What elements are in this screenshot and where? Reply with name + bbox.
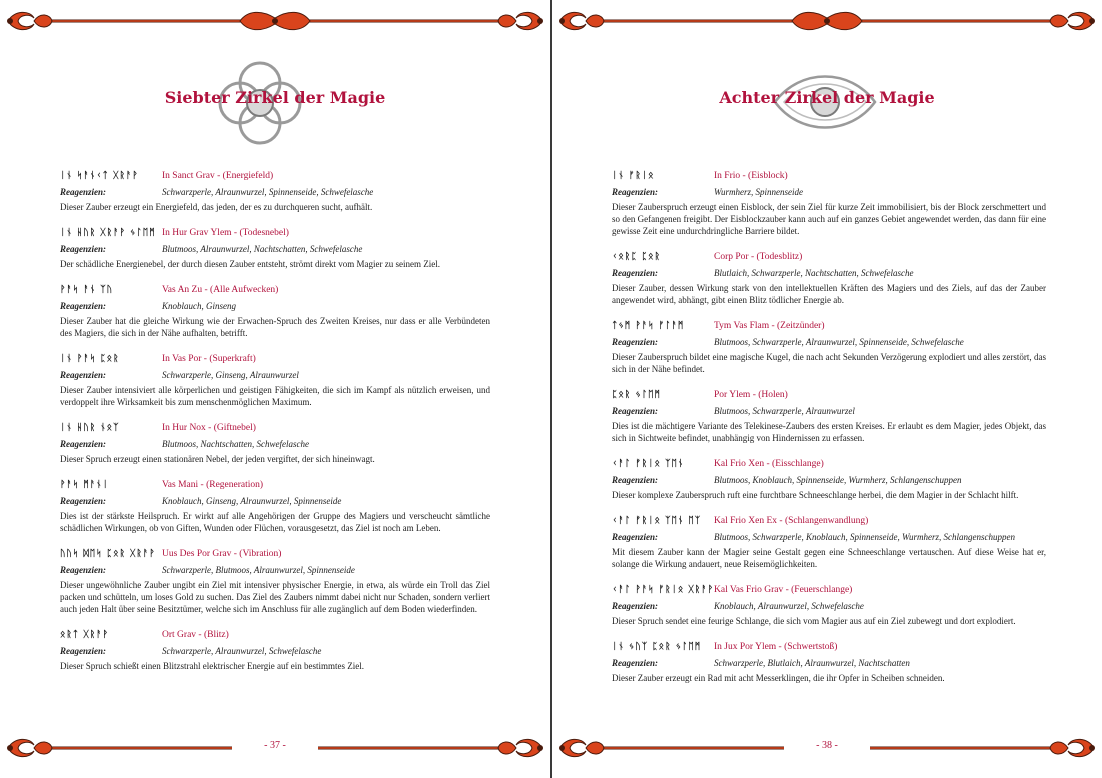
spell-name: In Hur Nox - (Giftnebel) <box>162 423 256 433</box>
reagents-label: Reagenzien: <box>60 439 106 449</box>
page-title: Siebter Zirkel der Magie <box>164 88 386 107</box>
spell-entry <box>60 479 490 534</box>
reagents-label: Reagenzien: <box>60 646 106 656</box>
reagents-label: Reagenzien: <box>612 406 658 416</box>
spell-runes: ᚲᛟᚱᛈ ᛈᛟᚱ <box>612 252 661 262</box>
spell-runes: ᚲᚨᛚ ᚠᚱᛁᛟ ᛉᛖᚾ ᛖᛉ <box>612 516 702 526</box>
spell-description: Dieser Spruch erzeugt einen stationären Nebel, der jeden vergiftet, der sich hineinwagt. <box>60 454 375 464</box>
page-title: Achter Zirkel der Magie <box>719 88 935 107</box>
spell-name: Corp Por - (Todesblitz) <box>714 252 803 262</box>
spell-entry <box>612 320 1046 375</box>
spell-description: Mit diesem Zauber kann der Magier seine Gestalt gegen eine Schneeschlange vertauschen. Auf diese Weise hat er, solange die Wirkung andauert, neue Reisemöglichkeiten. <box>612 547 1046 569</box>
spell-name: In Frio - (Eisblock) <box>714 171 788 181</box>
spell-entry <box>612 170 1046 237</box>
spell-name: Por Ylem - (Holen) <box>714 390 788 400</box>
ornament-border-top <box>552 6 1102 36</box>
spell-name: Ort Grav - (Blitz) <box>162 630 229 640</box>
page-number: - 37 - <box>264 740 286 751</box>
reagents-list: Blutmoos, Nachtschatten, Schwefelasche <box>162 439 309 449</box>
spell-description: Dieser ungewöhnliche Zauber ungibt ein Ziel mit intensiver physischer Energie, in etwa, als würde ein Troll das Ziel packen und schütteln, um loses Gold zu suchen. Das Ziel des Zaubers nimmt dabei nicht nur Schaden, sondern verliert auch jeden Halt über seine Besitztümer, welche sich im Anschluss für alle zugänglich auf dem Boden wiederfinden. <box>60 580 490 614</box>
reagents-label: Reagenzien: <box>612 268 658 278</box>
spell-description: Dieser Spruch sendet eine feurige Schlange, die sich vom Magier aus auf ein Ziel zubewegt und dort explodiert. <box>612 616 1016 626</box>
spell-description: Dieser Zauberspruch bildet eine magische Kugel, die nach acht Sekunden Verzögerung explodiert und alles zerstört, das sich in der Nähe befindet. <box>612 352 1046 374</box>
reagents-label: Reagenzien: <box>60 187 106 197</box>
reagents-list: Blutmoos, Schwarzperle, Alraunwurzel, Spinnenseide, Schwefelasche <box>714 337 964 347</box>
spell-description: Dies ist die mächtigere Variante des Telekinese-Zaubers des ersten Kreises. Er erlaubt es dem Magier, jedes Objekt, das sich in Sichtweite befindet, unabhängig von Hindernissen zu erfassen. <box>612 421 1046 443</box>
spell-name: In Vas Por - (Superkraft) <box>162 354 256 364</box>
spell-entry <box>60 548 490 615</box>
spell-runes: ᚹᚨᛋ ᛗᚨᚾᛁ <box>60 480 109 490</box>
spell-entry <box>60 629 490 672</box>
reagents-label: Reagenzien: <box>60 370 106 380</box>
spell-runes: ᛈᛟᚱ ᛃᛚᛖᛗ <box>612 390 661 400</box>
reagents-list: Blutmoos, Schwarzperle, Knoblauch, Spinnenseide, Wurmherz, Schlangenschuppen <box>714 532 1015 542</box>
spell-entry <box>612 641 1046 684</box>
spell-runes: ᛁᚾ ᚺᚢᚱ ᚷᚱᚨᚹ ᛃᛚᛖᛗ <box>60 228 156 238</box>
reagents-list: Blutmoos, Knoblauch, Spinnenseide, Wurmherz, Schlangenschuppen <box>714 475 962 485</box>
spell-runes: ᚹᚨᛋ ᚨᚾ ᛉᚢ <box>60 285 114 295</box>
spell-entry <box>612 251 1046 306</box>
reagents-label: Reagenzien: <box>60 496 106 506</box>
spell-runes: ᛏᛃᛗ ᚹᚨᛋ ᚠᛚᚨᛗ <box>612 321 685 331</box>
spell-description: Dieser Zauber intensiviert alle körperlichen und geistigen Fähigkeiten, die sich im Kampf als nützlich erweisen, und verdoppelt ihre Wirksamkeit bis zum menschenmöglichen Maximum. <box>60 385 490 407</box>
spell-list <box>612 170 1046 698</box>
spell-entry <box>60 170 490 213</box>
spell-description: Dies ist der stärkste Heilspruch. Er wirkt auf alle Angehörigen der Gruppe des Magiers und verscheucht sämtliche schädlichen Wirkungen, ob von Giften, Wunden oder Flüchen, vorausgesetzt, das Ziel ist noch am Leben. <box>60 511 490 533</box>
spell-description: Dieser Zauberspruch erzeugt einen Eisblock, der sein Ziel für kurze Zeit immobilisiert, bis der Block zerschmettert und so den Gefangenen freigibt. Der Eisblockzauber kann auch auf ein ganzes Gebiet angewendet werden, das dann für eine gewisse Zeit eine undurchdringliche Barriere bildet. <box>612 202 1046 236</box>
reagents-label: Reagenzien: <box>60 244 106 254</box>
spell-entry <box>60 284 490 339</box>
spell-name: Vas Mani - (Regeneration) <box>162 480 264 490</box>
reagents-label: Reagenzien: <box>612 601 658 611</box>
reagents-label: Reagenzien: <box>612 187 658 197</box>
reagents-label: Reagenzien: <box>612 475 658 485</box>
reagents-label: Reagenzien: <box>612 337 658 347</box>
spell-name: In Sanct Grav - (Energiefeld) <box>162 171 274 181</box>
spell-name: In Hur Grav Ylem - (Todesnebel) <box>162 228 289 238</box>
spell-entry <box>612 584 1046 627</box>
page-left <box>0 0 550 778</box>
reagents-list: Knoblauch, Alraunwurzel, Schwefelasche <box>714 601 864 611</box>
reagents-list: Knoblauch, Ginseng, Alraunwurzel, Spinnenseide <box>162 496 342 506</box>
reagents-list: Blutmoos, Schwarzperle, Alraunwurzel <box>714 406 855 416</box>
spell-runes: ᛁᚾ ᛋᚨᚾᚲᛏ ᚷᚱᚨᚹ <box>60 171 139 181</box>
spell-description: Dieser Spruch schießt einen Blitzstrahl elektrischer Energie auf ein bestimmtes Ziel. <box>60 661 364 671</box>
spell-entry <box>60 422 490 465</box>
spell-runes: ᛁᚾ ᚠᚱᛁᛟ <box>612 171 655 181</box>
spell-name: Vas An Zu - (Alle Aufwecken) <box>162 285 279 295</box>
reagents-label: Reagenzien: <box>60 301 106 311</box>
reagents-list: Wurmherz, Spinnenseide <box>714 187 803 197</box>
spell-name: In Jux Por Ylem - (Schwertstoß) <box>714 642 838 652</box>
spell-name: Kal Frio Xen Ex - (Schlangenwandlung) <box>714 516 869 526</box>
spell-entry <box>612 389 1046 444</box>
spell-list <box>60 170 490 686</box>
reagents-list: Blutmoos, Alraunwurzel, Nachtschatten, Schwefelasche <box>162 244 363 254</box>
spell-description: Der schädliche Energienebel, der durch diesen Zauber entsteht, strömt direkt vom Magier zu seinem Ziel. <box>60 259 440 269</box>
spell-runes: ᛁᚾ ᚹᚨᛋ ᛈᛟᚱ <box>60 354 120 364</box>
reagents-list: Blutlaich, Schwarzperle, Nachtschatten, Schwefelasche <box>714 268 914 278</box>
reagents-label: Reagenzien: <box>612 532 658 542</box>
spell-entry <box>60 353 490 408</box>
spell-entry <box>612 458 1046 501</box>
reagents-label: Reagenzien: <box>60 565 106 575</box>
ornament-border-top <box>0 6 550 36</box>
spell-name: Kal Frio Xen - (Eisschlange) <box>714 459 824 469</box>
spell-runes: ᚲᚨᛚ ᚠᚱᛁᛟ ᛉᛖᚾ <box>612 459 685 469</box>
spell-description: Dieser Zauber erzeugt ein Energiefeld, das jeden, der es zu durchqueren sucht, aufhält. <box>60 202 373 212</box>
spell-runes: ᛟᚱᛏ ᚷᚱᚨᚹ <box>60 630 109 640</box>
spell-entry <box>612 515 1046 570</box>
spell-description: Dieser Zauber, dessen Wirkung stark von den intellektuellen Kräften des Magiers und des Ziels, auf das der Zauber angewendet wird, abhängt, gibt einen Blitz tödlicher Energie ab. <box>612 283 1046 305</box>
reagents-list: Schwarzperle, Alraunwurzel, Spinnenseide, Schwefelasche <box>162 187 374 197</box>
page-number: - 38 - <box>816 740 838 751</box>
spell-runes: ᚲᚨᛚ ᚹᚨᛋ ᚠᚱᛁᛟ ᚷᚱᚨᚹ <box>612 585 715 595</box>
reagents-label: Reagenzien: <box>612 658 658 668</box>
spell-name: Uus Des Por Grav - (Vibration) <box>162 549 282 559</box>
spell-runes: ᚢᚢᛋ ᛞᛖᛋ ᛈᛟᚱ ᚷᚱᚨᚹ <box>60 549 156 559</box>
reagents-list: Schwarzperle, Ginseng, Alraunwurzel <box>162 370 299 380</box>
spell-description: Dieser komplexe Zauberspruch ruft eine furchtbare Schneeschlange herbei, die dem Magier in der Schlacht hilft. <box>612 490 1019 500</box>
spell-name: Kal Vas Frio Grav - (Feuerschlange) <box>714 585 853 595</box>
spell-name: Tym Vas Flam - (Zeitzünder) <box>714 321 825 331</box>
spell-entry <box>60 227 490 270</box>
reagents-list: Knoblauch, Ginseng <box>162 301 236 311</box>
spell-description: Dieser Zauber hat die gleiche Wirkung wie der Erwachen-Spruch des Zweiten Kreises, nur dass er alle Verbündeten des Magiers, die sich in der Nähe aufhalten, betrifft. <box>60 316 490 338</box>
spell-runes: ᛁᚾ ᚺᚢᚱ ᚾᛟᛉ <box>60 423 120 433</box>
reagents-list: Schwarzperle, Blutlaich, Alraunwurzel, Nachtschatten <box>714 658 910 668</box>
reagents-list: Schwarzperle, Alraunwurzel, Schwefelasche <box>162 646 322 656</box>
reagents-list: Schwarzperle, Blutmoos, Alraunwurzel, Spinnenseide <box>162 565 355 575</box>
spell-runes: ᛁᚾ ᛃᚢᛉ ᛈᛟᚱ ᛃᛚᛖᛗ <box>612 642 702 652</box>
spell-description: Dieser Zauber erzeugt ein Rad mit acht Messerklingen, die ihr Opfer in Scheiben schneiden. <box>612 673 945 683</box>
page-right <box>552 0 1102 778</box>
